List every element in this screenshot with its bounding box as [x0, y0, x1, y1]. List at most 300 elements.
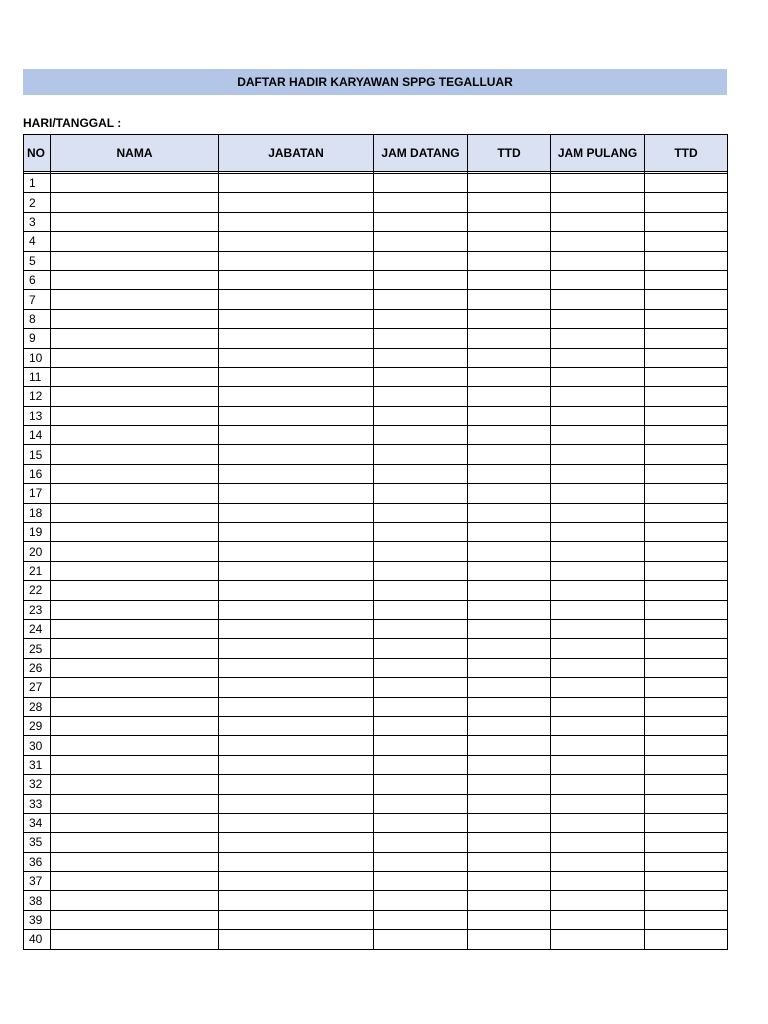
jam-datang-cell [374, 619, 468, 638]
table-row [24, 406, 728, 425]
ttd-datang-cell [468, 212, 551, 231]
row-number: 15 [24, 445, 51, 464]
jabatan-cell [219, 639, 374, 658]
ttd-datang-cell [468, 503, 551, 522]
jabatan-cell [219, 775, 374, 794]
row-number: 29 [24, 716, 51, 735]
jam-datang-cell [374, 542, 468, 561]
jabatan-cell [219, 755, 374, 774]
row-number: 17 [24, 484, 51, 503]
ttd-pulang-cell [645, 600, 728, 619]
ttd-datang-cell [468, 833, 551, 852]
row-number: 9 [24, 329, 51, 348]
ttd-datang-cell [468, 755, 551, 774]
jabatan-cell [219, 833, 374, 852]
jam-pulang-cell [551, 251, 645, 270]
table-row [24, 329, 728, 348]
jabatan-cell [219, 309, 374, 328]
row-number: 19 [24, 523, 51, 542]
jam-pulang-cell [551, 716, 645, 735]
date-label: HARI/TANGGAL : [23, 116, 122, 130]
nama-cell [51, 561, 219, 580]
jam-pulang-cell [551, 174, 645, 193]
jam-datang-cell [374, 716, 468, 735]
header-row [24, 135, 728, 172]
table-row [24, 426, 728, 445]
table-row [24, 775, 728, 794]
nama-cell [51, 678, 219, 697]
table-row [24, 561, 728, 580]
row-number: 36 [24, 852, 51, 871]
jam-pulang-cell [551, 406, 645, 425]
jam-datang-cell [374, 387, 468, 406]
row-number: 10 [24, 348, 51, 367]
jabatan-cell [219, 503, 374, 522]
jam-pulang-cell [551, 930, 645, 949]
nama-cell [51, 930, 219, 949]
row-number: 24 [24, 619, 51, 638]
ttd-datang-cell [468, 678, 551, 697]
nama-cell [51, 852, 219, 871]
row-number: 1 [24, 174, 51, 193]
header-nama: NAMA [51, 135, 219, 172]
nama-cell [51, 833, 219, 852]
ttd-datang-cell [468, 329, 551, 348]
nama-cell [51, 464, 219, 483]
nama-cell [51, 174, 219, 193]
jam-datang-cell [374, 852, 468, 871]
table-row [24, 833, 728, 852]
jam-datang-cell [374, 426, 468, 445]
header-jabatan: JABATAN [219, 135, 374, 172]
row-number: 2 [24, 193, 51, 212]
attendance-table [23, 134, 728, 950]
jam-pulang-cell [551, 658, 645, 677]
ttd-pulang-cell [645, 484, 728, 503]
table-row [24, 193, 728, 212]
header-jam-datang: JAM DATANG [374, 135, 468, 172]
nama-cell [51, 367, 219, 386]
ttd-datang-cell [468, 445, 551, 464]
table-row [24, 251, 728, 270]
table-row [24, 872, 728, 891]
ttd-pulang-cell [645, 367, 728, 386]
ttd-pulang-cell [645, 445, 728, 464]
jam-datang-cell [374, 251, 468, 270]
table-row [24, 813, 728, 832]
jam-datang-cell [374, 406, 468, 425]
jam-datang-cell [374, 775, 468, 794]
table-row [24, 600, 728, 619]
header-ttd-pulang: TTD [645, 135, 728, 172]
ttd-pulang-cell [645, 464, 728, 483]
table-row [24, 387, 728, 406]
table-row [24, 232, 728, 251]
nama-cell [51, 891, 219, 910]
jabatan-cell [219, 678, 374, 697]
jam-datang-cell [374, 348, 468, 367]
row-number: 37 [24, 872, 51, 891]
jam-pulang-cell [551, 212, 645, 231]
ttd-datang-cell [468, 639, 551, 658]
ttd-datang-cell [468, 813, 551, 832]
table-row [24, 755, 728, 774]
table-row [24, 697, 728, 716]
jam-datang-cell [374, 833, 468, 852]
jam-pulang-cell [551, 852, 645, 871]
jam-datang-cell [374, 891, 468, 910]
ttd-datang-cell [468, 872, 551, 891]
ttd-pulang-cell [645, 290, 728, 309]
jam-pulang-cell [551, 872, 645, 891]
ttd-pulang-cell [645, 755, 728, 774]
table-row [24, 619, 728, 638]
jabatan-cell [219, 251, 374, 270]
table-row [24, 270, 728, 289]
ttd-pulang-cell [645, 833, 728, 852]
nama-cell [51, 484, 219, 503]
nama-cell [51, 658, 219, 677]
jam-datang-cell [374, 794, 468, 813]
ttd-pulang-cell [645, 406, 728, 425]
jam-pulang-cell [551, 523, 645, 542]
ttd-datang-cell [468, 270, 551, 289]
nama-cell [51, 736, 219, 755]
ttd-pulang-cell [645, 193, 728, 212]
jabatan-cell [219, 910, 374, 929]
row-number: 4 [24, 232, 51, 251]
row-number: 5 [24, 251, 51, 270]
row-number: 28 [24, 697, 51, 716]
table-row [24, 174, 728, 193]
jam-pulang-cell [551, 891, 645, 910]
ttd-pulang-cell [645, 697, 728, 716]
ttd-pulang-cell [645, 716, 728, 735]
ttd-pulang-cell [645, 736, 728, 755]
ttd-pulang-cell [645, 174, 728, 193]
ttd-pulang-cell [645, 542, 728, 561]
jam-pulang-cell [551, 600, 645, 619]
table-row [24, 542, 728, 561]
nama-cell [51, 619, 219, 638]
ttd-datang-cell [468, 581, 551, 600]
jam-datang-cell [374, 503, 468, 522]
ttd-pulang-cell [645, 678, 728, 697]
table-row [24, 930, 728, 949]
nama-cell [51, 348, 219, 367]
nama-cell [51, 872, 219, 891]
nama-cell [51, 251, 219, 270]
nama-cell [51, 794, 219, 813]
ttd-pulang-cell [645, 387, 728, 406]
row-number: 18 [24, 503, 51, 522]
ttd-datang-cell [468, 658, 551, 677]
jabatan-cell [219, 619, 374, 638]
row-number: 40 [24, 930, 51, 949]
jam-pulang-cell [551, 794, 645, 813]
ttd-datang-cell [468, 716, 551, 735]
jabatan-cell [219, 813, 374, 832]
nama-cell [51, 309, 219, 328]
jam-pulang-cell [551, 329, 645, 348]
jam-datang-cell [374, 464, 468, 483]
nama-cell [51, 910, 219, 929]
jabatan-cell [219, 212, 374, 231]
jam-pulang-cell [551, 290, 645, 309]
row-number: 6 [24, 270, 51, 289]
jabatan-cell [219, 484, 374, 503]
jabatan-cell [219, 445, 374, 464]
jabatan-cell [219, 930, 374, 949]
ttd-pulang-cell [645, 639, 728, 658]
jam-pulang-cell [551, 639, 645, 658]
ttd-pulang-cell [645, 503, 728, 522]
nama-cell [51, 232, 219, 251]
jam-pulang-cell [551, 678, 645, 697]
jam-pulang-cell [551, 426, 645, 445]
nama-cell [51, 639, 219, 658]
row-number: 25 [24, 639, 51, 658]
nama-cell [51, 600, 219, 619]
table-row [24, 658, 728, 677]
ttd-datang-cell [468, 736, 551, 755]
ttd-pulang-cell [645, 794, 728, 813]
ttd-pulang-cell [645, 658, 728, 677]
ttd-datang-cell [468, 387, 551, 406]
row-number: 11 [24, 367, 51, 386]
row-number: 32 [24, 775, 51, 794]
row-number: 30 [24, 736, 51, 755]
ttd-pulang-cell [645, 910, 728, 929]
jam-datang-cell [374, 561, 468, 580]
nama-cell [51, 290, 219, 309]
jam-datang-cell [374, 910, 468, 929]
nama-cell [51, 581, 219, 600]
ttd-datang-cell [468, 910, 551, 929]
ttd-pulang-cell [645, 348, 728, 367]
row-number: 21 [24, 561, 51, 580]
jabatan-cell [219, 716, 374, 735]
jabatan-cell [219, 367, 374, 386]
nama-cell [51, 212, 219, 231]
ttd-pulang-cell [645, 891, 728, 910]
ttd-pulang-cell [645, 852, 728, 871]
jam-pulang-cell [551, 484, 645, 503]
row-number: 39 [24, 910, 51, 929]
jabatan-cell [219, 406, 374, 425]
header-jam-pulang: JAM PULANG [551, 135, 645, 172]
table-body [24, 172, 728, 950]
nama-cell [51, 697, 219, 716]
row-number: 26 [24, 658, 51, 677]
jam-datang-cell [374, 639, 468, 658]
nama-cell [51, 387, 219, 406]
jabatan-cell [219, 174, 374, 193]
ttd-datang-cell [468, 697, 551, 716]
ttd-datang-cell [468, 619, 551, 638]
jabatan-cell [219, 852, 374, 871]
jabatan-cell [219, 348, 374, 367]
ttd-datang-cell [468, 600, 551, 619]
table-row [24, 367, 728, 386]
ttd-pulang-cell [645, 523, 728, 542]
jam-pulang-cell [551, 232, 645, 251]
ttd-pulang-cell [645, 930, 728, 949]
row-number: 31 [24, 755, 51, 774]
jabatan-cell [219, 329, 374, 348]
table-row [24, 891, 728, 910]
jam-datang-cell [374, 367, 468, 386]
jam-datang-cell [374, 523, 468, 542]
jam-datang-cell [374, 736, 468, 755]
ttd-datang-cell [468, 290, 551, 309]
ttd-pulang-cell [645, 581, 728, 600]
jam-datang-cell [374, 212, 468, 231]
ttd-datang-cell [468, 542, 551, 561]
jam-datang-cell [374, 193, 468, 212]
jabatan-cell [219, 426, 374, 445]
header-ttd-datang: TTD [468, 135, 551, 172]
ttd-datang-cell [468, 309, 551, 328]
row-number: 8 [24, 309, 51, 328]
ttd-pulang-cell [645, 619, 728, 638]
row-number: 3 [24, 212, 51, 231]
table-row [24, 503, 728, 522]
table-row [24, 581, 728, 600]
nama-cell [51, 523, 219, 542]
ttd-datang-cell [468, 794, 551, 813]
jabatan-cell [219, 561, 374, 580]
nama-cell [51, 426, 219, 445]
nama-cell [51, 406, 219, 425]
nama-cell [51, 193, 219, 212]
jam-pulang-cell [551, 309, 645, 328]
ttd-datang-cell [468, 174, 551, 193]
row-number: 13 [24, 406, 51, 425]
jam-pulang-cell [551, 910, 645, 929]
ttd-datang-cell [468, 348, 551, 367]
jam-datang-cell [374, 697, 468, 716]
jabatan-cell [219, 270, 374, 289]
ttd-pulang-cell [645, 309, 728, 328]
jam-pulang-cell [551, 464, 645, 483]
jam-pulang-cell [551, 367, 645, 386]
ttd-datang-cell [468, 367, 551, 386]
ttd-datang-cell [468, 775, 551, 794]
row-number: 38 [24, 891, 51, 910]
nama-cell [51, 503, 219, 522]
nama-cell [51, 329, 219, 348]
jam-pulang-cell [551, 775, 645, 794]
ttd-datang-cell [468, 930, 551, 949]
ttd-datang-cell [468, 426, 551, 445]
ttd-pulang-cell [645, 426, 728, 445]
document-title [23, 69, 727, 95]
row-number: 34 [24, 813, 51, 832]
jam-datang-cell [374, 290, 468, 309]
jam-pulang-cell [551, 348, 645, 367]
document-title-text: DAFTAR HADIR KARYAWAN SPPG TEGALLUAR [237, 75, 513, 89]
nama-cell [51, 716, 219, 735]
ttd-datang-cell [468, 484, 551, 503]
table-row [24, 852, 728, 871]
jam-datang-cell [374, 813, 468, 832]
jam-pulang-cell [551, 833, 645, 852]
jam-pulang-cell [551, 503, 645, 522]
row-number: 12 [24, 387, 51, 406]
ttd-pulang-cell [645, 561, 728, 580]
table-row [24, 290, 728, 309]
jam-pulang-cell [551, 581, 645, 600]
jam-pulang-cell [551, 387, 645, 406]
jabatan-cell [219, 600, 374, 619]
table-row [24, 523, 728, 542]
jam-pulang-cell [551, 755, 645, 774]
ttd-datang-cell [468, 406, 551, 425]
nama-cell [51, 775, 219, 794]
nama-cell [51, 813, 219, 832]
jam-datang-cell [374, 600, 468, 619]
jam-datang-cell [374, 678, 468, 697]
ttd-pulang-cell [645, 251, 728, 270]
jam-datang-cell [374, 445, 468, 464]
jabatan-cell [219, 736, 374, 755]
table-row [24, 794, 728, 813]
row-number: 16 [24, 464, 51, 483]
nama-cell [51, 755, 219, 774]
table-row [24, 309, 728, 328]
jam-pulang-cell [551, 697, 645, 716]
jam-pulang-cell [551, 542, 645, 561]
jam-pulang-cell [551, 813, 645, 832]
jam-pulang-cell [551, 193, 645, 212]
jam-datang-cell [374, 658, 468, 677]
jabatan-cell [219, 464, 374, 483]
ttd-pulang-cell [645, 872, 728, 891]
jam-pulang-cell [551, 270, 645, 289]
jabatan-cell [219, 794, 374, 813]
jam-pulang-cell [551, 736, 645, 755]
jabatan-cell [219, 193, 374, 212]
table-row [24, 736, 728, 755]
jabatan-cell [219, 658, 374, 677]
jam-datang-cell [374, 309, 468, 328]
ttd-datang-cell [468, 464, 551, 483]
table-row [24, 484, 728, 503]
table-row [24, 348, 728, 367]
ttd-datang-cell [468, 561, 551, 580]
ttd-pulang-cell [645, 270, 728, 289]
table-row [24, 639, 728, 658]
jam-datang-cell [374, 232, 468, 251]
table-row [24, 445, 728, 464]
ttd-pulang-cell [645, 329, 728, 348]
row-number: 20 [24, 542, 51, 561]
ttd-pulang-cell [645, 232, 728, 251]
ttd-datang-cell [468, 232, 551, 251]
row-number: 22 [24, 581, 51, 600]
row-number: 35 [24, 833, 51, 852]
jabatan-cell [219, 697, 374, 716]
ttd-pulang-cell [645, 212, 728, 231]
jabatan-cell [219, 872, 374, 891]
nama-cell [51, 542, 219, 561]
table-row [24, 910, 728, 929]
jam-datang-cell [374, 484, 468, 503]
jam-datang-cell [374, 930, 468, 949]
row-number: 33 [24, 794, 51, 813]
jabatan-cell [219, 232, 374, 251]
